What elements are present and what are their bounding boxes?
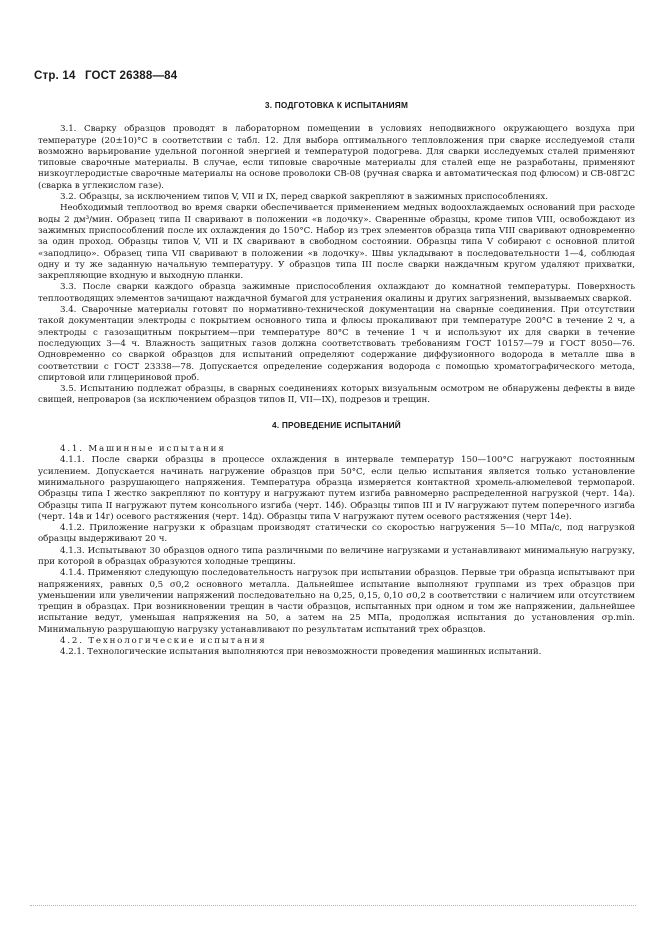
subsection-4-1-title: 4.1. Машинные испытания <box>60 444 226 455</box>
paragraph-4-1-4: 4.1.4. Применяют следующую последовательность нагрузок при испытании образцов. Первые три образца испытывают при напряжениях, равных 0,5 σ0,2 основного металла. Дальнейшее испытание выполняют группами из трех образцов при уменьшении или увеличении напряжений последовательно на 0,25, 0,15, 0,10 σ0,2 в соответствии с наличием или отсутствием трещин в образцах. При возникновении трещин в части образцов, испытанных при одном и том же напряжении, дальнейшее испытание ведут, уменьшая напряжения на 50, а затем на 25 МПа, продолжая испытания до установления σр.min. Минимальную разрушающую нагрузку устанавливают по результатам испытаний трех образцов. <box>38 568 635 635</box>
paragraph-4-2-1: 4.2.1. Технологические испытания выполняются при невозможности проведения машинных испытаний. <box>60 647 542 658</box>
scan-noise-line <box>30 905 636 912</box>
section-4-title: 4. ПРОВЕДЕНИЕ ИСПЫТАНИЙ <box>272 419 401 430</box>
page-body <box>38 95 635 659</box>
paragraph-3-4: 3.4. Сварочные материалы готовят по нормативно-технической документации на сварные соединения. При отсутствии такой документации электроды с покрытием основного типа и флюсы прокаливают при температуре 200°С в течение 2 ч, а электроды с газозащитным покрытием—при температуре 80°С в течение 1 ч и используют их для сварки в течение последующих 3—4 ч. Влажность защитных газов должна соответствовать требованиям ГОСТ 10157—79 и ГОСТ 8050—76. Одновременно со сваркой образцов для испытаний определяют содержание диффузионного водорода в металле шва в соответствии с ГОСТ 23338—78. Допускается определение содержания водорода с помощью хроматографического метода, спиртовой или глицериновой проб. <box>38 305 635 383</box>
paragraph-4-1-1: 4.1.1. После сварки образцы в процессе охлаждения в интервале температур 150—100°С нагружают постоянным усилением. Допускается начинать нагружение образцов при 50°С, если целью испытания является только установление минимального разрушающего напряжения. Температура образца измеряется контактной хромель-алюмелевой термопарой. Образцы типа I жестко закрепляют по контуру и нагружают путем изгиба равномерно распределенной нагрузкой (черт. 14а). Образцы типа II нагружают путем консольного изгиба (черт. 14б). Образцы типов III и IV нагружают путем поперечного изгиба (черт. 14в и 14г) осевого растяжения (черт. 14д). Образцы типа V нагружают путем осевого растяжения (черт 14е). <box>38 455 635 522</box>
standard-number: ГОСТ 26388—84 <box>84 70 178 82</box>
subsection-4-2-title: 4.2. Технологические испытания <box>60 636 267 647</box>
paragraph-4-1-2: 4.1.2. Приложение нагрузки к образцам производят статически со скоростью нагружения 5—10 МПа/с, под нагрузкой образцы выдерживают 20 ч. <box>38 523 635 545</box>
paragraph-4-1-3: 4.1.3. Испытывают 30 образцов одного типа различными по величине нагрузками и устанавливают минимальную нагрузку, при которой в образцах образуются холодные трещины. <box>38 545 635 567</box>
page-header <box>34 70 183 82</box>
section-3-title: 3. ПОДГОТОВКА К ИСПЫТАНИЯМ <box>264 100 409 110</box>
paragraph-3-2: 3.2. Образцы, за исключением типов V, VII и IX, перед сваркой закрепляют в зажимных приспособлениях. <box>60 192 548 203</box>
paragraph-3-5: 3.5. Испытанию подлежат образцы, в сварных соединениях которых визуальным осмотром не обнаружены дефекты в виде свищей, непроваров (за исключением образцов типов II, VII—IX), подрезов и трещин. <box>38 384 635 406</box>
paragraph-3-1: 3.1. Сварку образцов проводят в лабораторном помещении в условиях неподвижного окружающего воздуха при температуре (20±10)°С в соответствии с табл. 12. Для выбора оптимального тепловложения при сварке исследуемой стали возможно варьирование удельной погонной энергией и температурой подогрева. Для сварки исследуемых сталей применяют типовые сварочные материалы. В случае, если типовые сварочные материалы для сталей еще не разработаны, применяют низкоуглеродистые сварочные материалы на основе проволоки СВ-08 (ручная сварка и автоматическая под флюсом) и СВ-08Г2С (сварка в углекислом газе). <box>38 124 635 191</box>
paragraph-3-3: 3.3. После сварки каждого образца зажимные приспособления охлаждают до комнатной температуры. Поверхность теплоотводящих элементов зачищают наждачной бумагой для устранения окалины и других загрязнений, вызываемых сваркой. <box>38 282 635 304</box>
paragraph-3-2-heat: Необходимый теплоотвод во время сварки обеспечивается применением медных водоохлаждаемых оснований при расходе воды 2 дм³/мин. Образец типа II сваривают в положении «в лодочку». Сваренные образцы, кроме типов VIII, освобождают из зажимных приспособлений после их охлаждения до 150°С. Набор из трех элементов образца типа VIII сваривают одновременно за один проход. Образцы типов V, VII и IX сваривают в свободном состоянии. Образцы типа V собирают с основной плитой «заподлицо». Образец типа VII сваривают в положении «в лодочку». Швы укладывают в последовательности 1—4, соблюдая одну и ту же заданную начальную температуру. У образцов типа III после сварки наждачным кругом удаляют прихватки, закрепляющие входную и выходную планки. <box>38 203 635 282</box>
page-label: Стр. 14 <box>34 70 76 82</box>
